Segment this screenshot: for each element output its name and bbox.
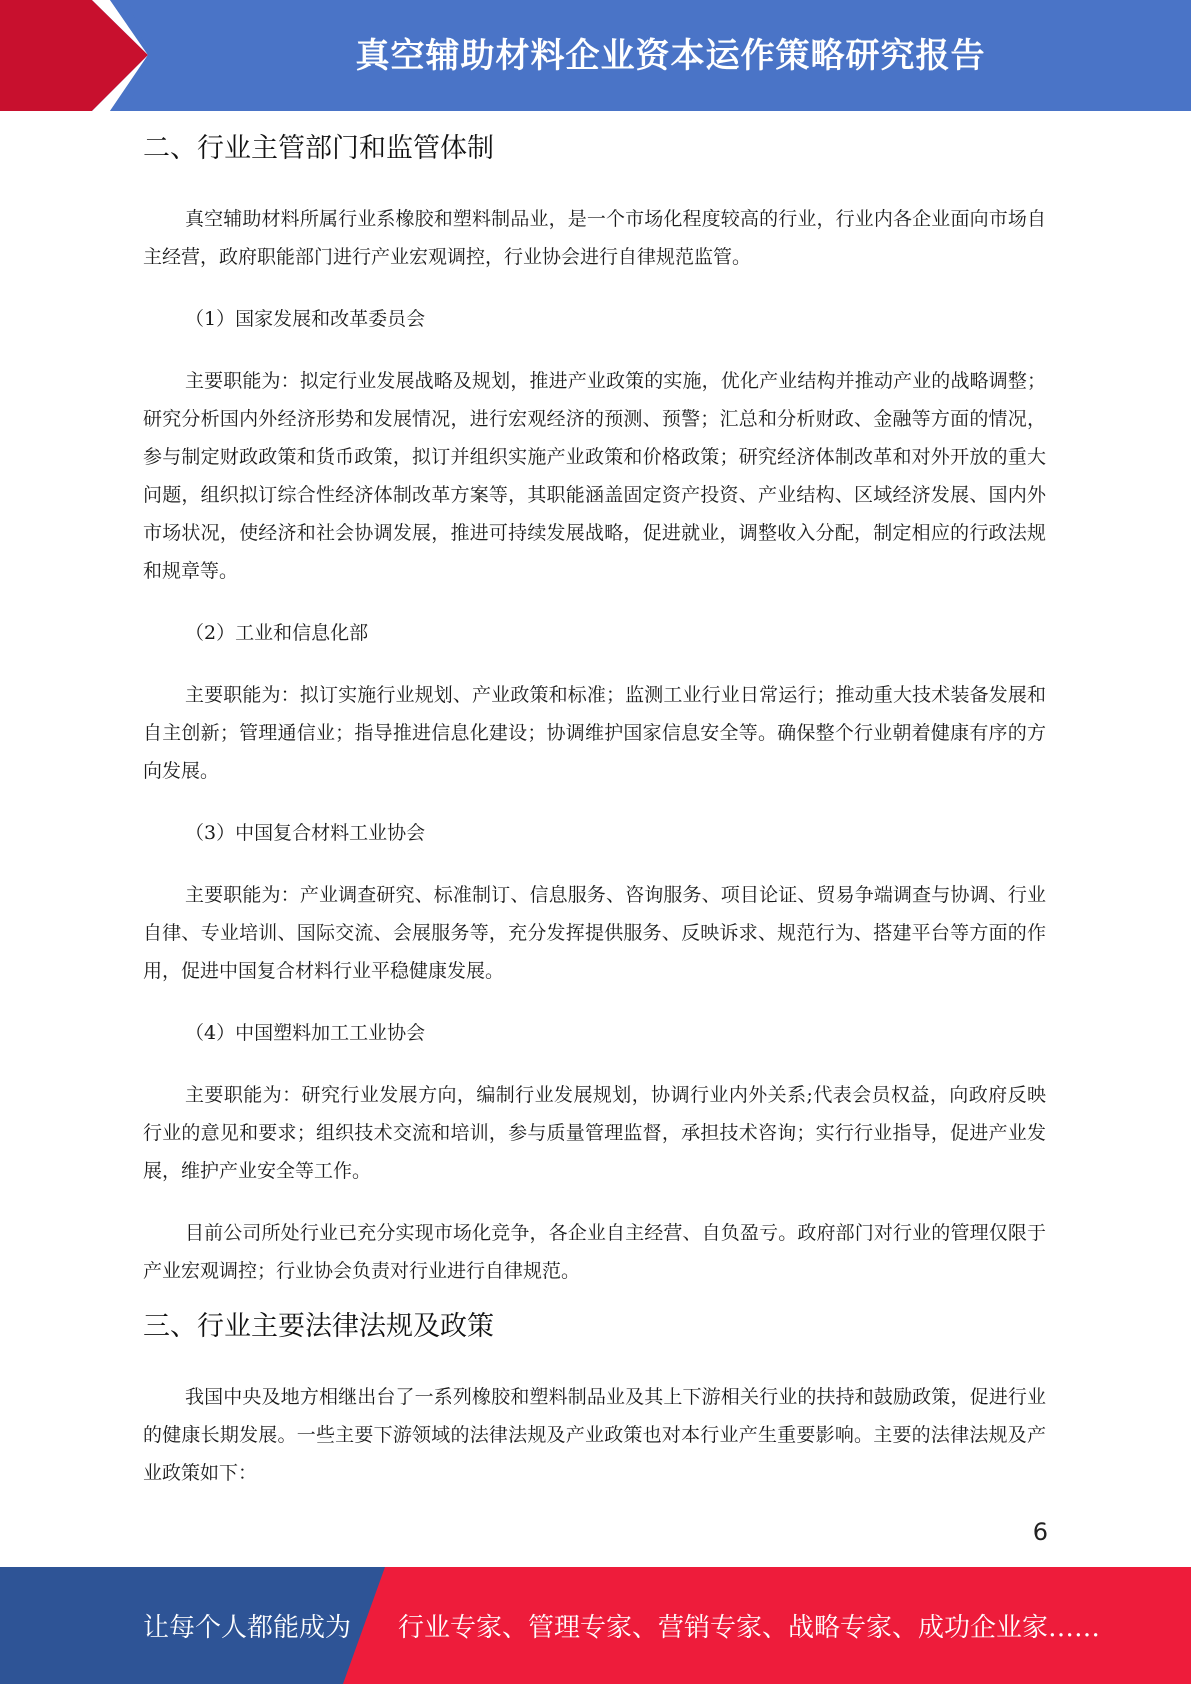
section-2-summary: 目前公司所处行业已充分实现市场化竞争，各企业自主经营、自负盈亏。政府部门对行业的管理仅限于产业宏观调控；行业协会负责对行业进行自律规范。 [143,1222,1046,1282]
item-3-body: 主要职能为：产业调查研究、标准制订、信息服务、咨询服务、项目论证、贸易争端调查与协调、行业自律、专业培训、国际交流、会展服务等，充分发挥提供服务、反映诉求、规范行为、搭建平台等方面的作用，促进中国复合材料行业平稳健康发展。 [143,884,1046,982]
section-heading-3: 三、行业主要法律法规及政策 [143,1311,494,1342]
section-2-intro: 真空辅助材料所属行业系橡胶和塑料制品业，是一个市场化程度较高的行业，行业内各企业面向市场自主经营，政府职能部门进行产业宏观调控，行业协会进行自律规范监管。 [143,208,1046,268]
item-2-body: 主要职能为：拟订实施行业规划、产业政策和标准；监测工业行业日常运行；推动重大技术装备发展和自主创新；管理通信业；指导推进信息化建设；协调维护国家信息安全等。确保整个行业朝着健康有序的方向发展。 [143,684,1046,782]
section-3-intro: 我国中央及地方相继出台了一系列橡胶和塑料制品业及其上下游相关行业的扶持和鼓励政策，促进行业的健康长期发展。一些主要下游领域的法律法规及产业政策也对本行业产生重要影响。主要的法律法规及产业政策如下： [143,1386,1046,1484]
item-3-title: （3）中国复合材料工业协会 [185,822,426,844]
item-4-title: （4）中国塑料加工工业协会 [185,1022,426,1044]
item-4-body: 主要职能为：研究行业发展方向，编制行业发展规划，协调行业内外关系;代表会员权益，向政府反映行业的意见和要求；组织技术交流和培训，参与质量管理监督，承担技术咨询；实行行业指导，促进产业发展，维护产业安全等工作。 [143,1084,1046,1182]
footer-slogan-right: 行业专家、管理专家、营销专家、战略专家、成功企业家…… [398,1613,1101,1643]
item-2-title: （2）工业和信息化部 [185,622,369,644]
page-header [0,0,1191,111]
footer-slogan-left: 让每个人都能成为 [143,1613,352,1643]
page-number: 6 [1032,1518,1048,1546]
report-title: 真空辅助材料企业资本运作策略研究报告 [355,36,986,76]
section-heading-2: 二、行业主管部门和监管体制 [143,133,494,164]
page-footer [0,1567,1191,1684]
item-1-title: （1）国家发展和改革委员会 [185,308,426,330]
item-1-body: 主要职能为：拟定行业发展战略及规划，推进产业政策的实施，优化产业结构并推动产业的战略调整；研究分析国内外经济形势和发展情况，进行宏观经济的预测、预警；汇总和分析财政、金融等方面的情况，参与制定财政政策和货币政策，拟订并组织实施产业政策和价格政策；研究经济体制改革和对外开放的重大问题，组织拟订综合性经济体制改革方案等，其职能涵盖固定资产投资、产业结构、区域经济发展、国内外市场状况，使经济和社会协调发展，推进可持续发展战略，促进就业，调整收入分配，制定相应的行政法规和规章等。 [143,370,1046,582]
document-body [143,126,1046,1492]
